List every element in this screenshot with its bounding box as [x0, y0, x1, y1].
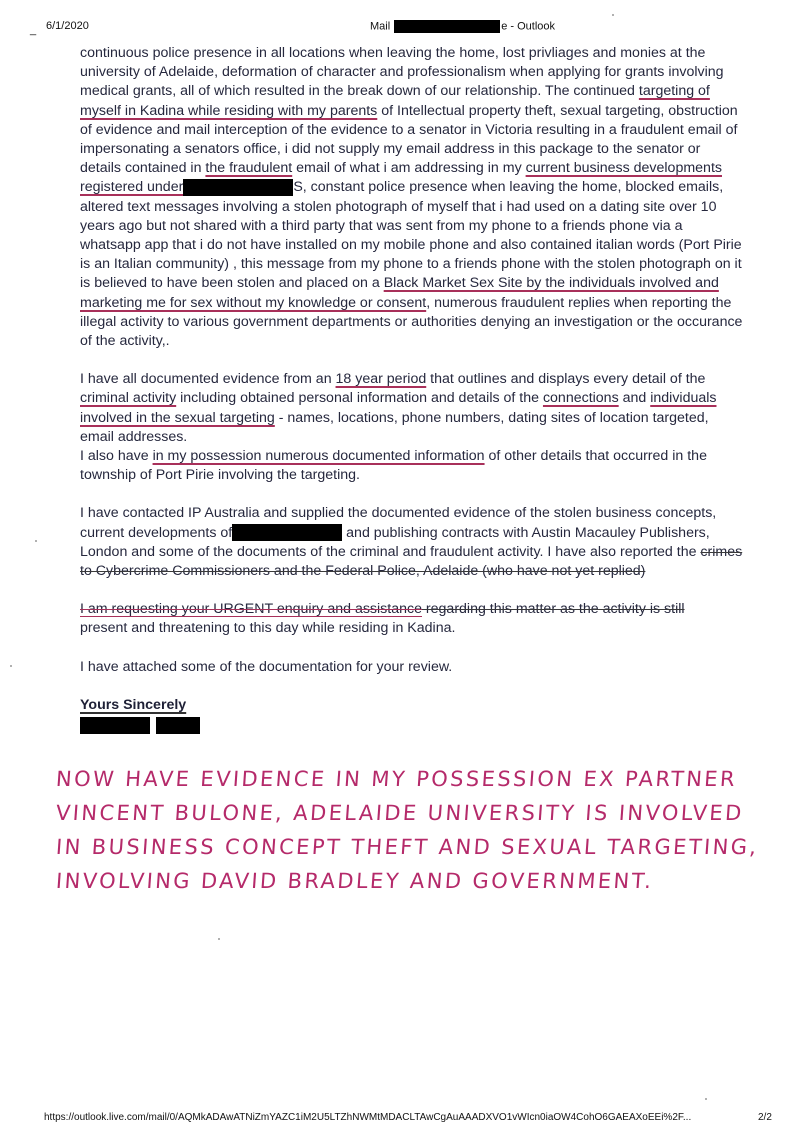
handwritten-line: IN BUSINESS CONCEPT THEFT AND SEXUAL TARGETING, — [55, 835, 760, 859]
paragraph-possession — [80, 447, 745, 485]
handwritten-line: VINCENT BULONE, ADELAIDE UNIVERSITY IS INVOLVED — [55, 801, 745, 825]
text-segment: continuous police presence in all locations when leaving the home, lost privliages and monies at the university of Adelaide, deformation of character and professionalism when applying for grants involving medical grants, all of which resulted in the break down of our relationship. The continued — [80, 45, 724, 100]
struck-phrase: crimes to Cybercrime Commissioners and the Federal Police, Adelaide (who have not yet replied) — [80, 543, 743, 580]
text-segment: including obtained personal information and details of the — [176, 390, 543, 407]
page-title — [370, 20, 555, 33]
closing-text: Yours Sincerely — [80, 696, 187, 713]
underlined-phrase: I am requesting your URGENT enquiry and assistance — [80, 601, 422, 618]
scan-speck — [612, 14, 614, 16]
paragraph-request — [80, 600, 745, 638]
header-dash: _ — [30, 24, 37, 36]
scan-speck — [705, 1098, 707, 1100]
footer-url: https://outlook.live.com/mail/0/AQMkADAwATNiZmYAZC1iM2U5LTZhNWMtMDACLTAwCgAuAAADXVO1vWIcn0iaOW4CohO6GAEAXoEEi%2F... — [44, 1112, 692, 1123]
handwritten-line: INVOLVING DAVID BRADLEY AND GOVERNMENT. — [55, 869, 655, 893]
underlined-phrase: Black Market Sex Site by the individuals involved and marketing me for sex without my knowledge or consent — [80, 275, 719, 311]
redaction-block — [232, 524, 342, 541]
scan-speck — [218, 938, 220, 940]
redaction-block — [156, 717, 200, 734]
letter-body — [80, 44, 745, 735]
text-segment: present and threatening to this day while residing in Kadina. — [80, 620, 456, 637]
redaction-block — [394, 20, 500, 33]
print-date: 6/1/2020 — [46, 20, 89, 32]
paragraph-allegations — [80, 44, 745, 351]
paragraph-attachments: I have attached some of the documentation for your review. — [80, 658, 453, 675]
title-prefix: Mail — [370, 20, 391, 33]
struck-phrase: regarding this matter as the activity is still — [421, 601, 685, 618]
text-segment: I also have — [80, 448, 153, 465]
closing-salutation — [80, 696, 745, 715]
page-number: 2/2 — [758, 1112, 772, 1123]
signature-name-redacted — [80, 716, 745, 735]
underlined-phrase: 18 year period — [335, 371, 427, 388]
underlined-phrase: current business developments registered under — [80, 160, 722, 196]
text-segment: , constant police presence when leaving the home, blocked emails, altered text messages involving a stolen photograph of myself that i had used on a dating site over 10 years ago but not shared with a third party that was sent from my phone to a friends phone via a whatsapp app that i do not have installed on my mobile phone and also contained italian words (Port Pirie is an Italian community) , this message from my phone to a friends phone with the stolen photograph on it is believed to have been stolen and placed on a — [80, 179, 742, 292]
text-segment: of other details that occurred in the township of Port Pirie involving the targeting. — [80, 448, 707, 484]
paragraph-ip-australia — [80, 504, 745, 581]
scan-speck — [35, 540, 37, 542]
handwritten-note — [56, 762, 776, 898]
underlined-phrase: criminal activity — [80, 390, 177, 407]
redaction-block — [80, 717, 150, 734]
text-segment: I have contacted IP Australia and supplied the documented evidence of the stolen business concepts, current developments of — [80, 505, 717, 541]
scan-speck — [10, 665, 12, 667]
text-segment: , numerous fraudulent replies when reporting the illegal activity to various government departments or authorities denying an investigation or the occurance of the activity,. — [80, 294, 743, 350]
paragraph-evidence — [80, 370, 745, 447]
underlined-phrase: the fraudulent — [205, 160, 293, 177]
text-segment: - names, locations, phone numbers, dating sites of location targeted, email addresses. — [80, 409, 709, 445]
redaction-block — [183, 179, 293, 196]
text-segment: that outlines and displays every detail of the — [426, 371, 706, 388]
title-suffix: e - Outlook — [501, 20, 556, 33]
underlined-phrase: individuals involved in the sexual targeting — [80, 390, 717, 426]
text-segment: email of what i am addressing in my — [292, 160, 526, 177]
text-segment: S — [293, 179, 303, 196]
underlined-phrase: in my possession numerous documented information — [152, 448, 485, 465]
handwritten-line: NOW HAVE EVIDENCE IN MY POSSESSION EX PARTNER — [55, 767, 738, 791]
underlined-phrase: connections — [542, 390, 619, 407]
text-segment: of Intellectual property theft, sexual targeting, obstruction of evidence and mail interception of the evidence to a senator in Victoria resulting in a fraudulent email of impersonating a senators office, i did not supply my email address in this package to the senator or details contained in — [80, 102, 738, 177]
text-segment: and — [618, 390, 651, 407]
text-segment: I have all documented evidence from an — [80, 371, 336, 388]
text-segment: and publishing contracts with Austin Macauley Publishers, London and some of the documents of the criminal and fraudulent activity. I have also reported the — [80, 524, 710, 560]
underlined-phrase: targeting of myself in Kadina while residing with my parents — [80, 83, 710, 119]
